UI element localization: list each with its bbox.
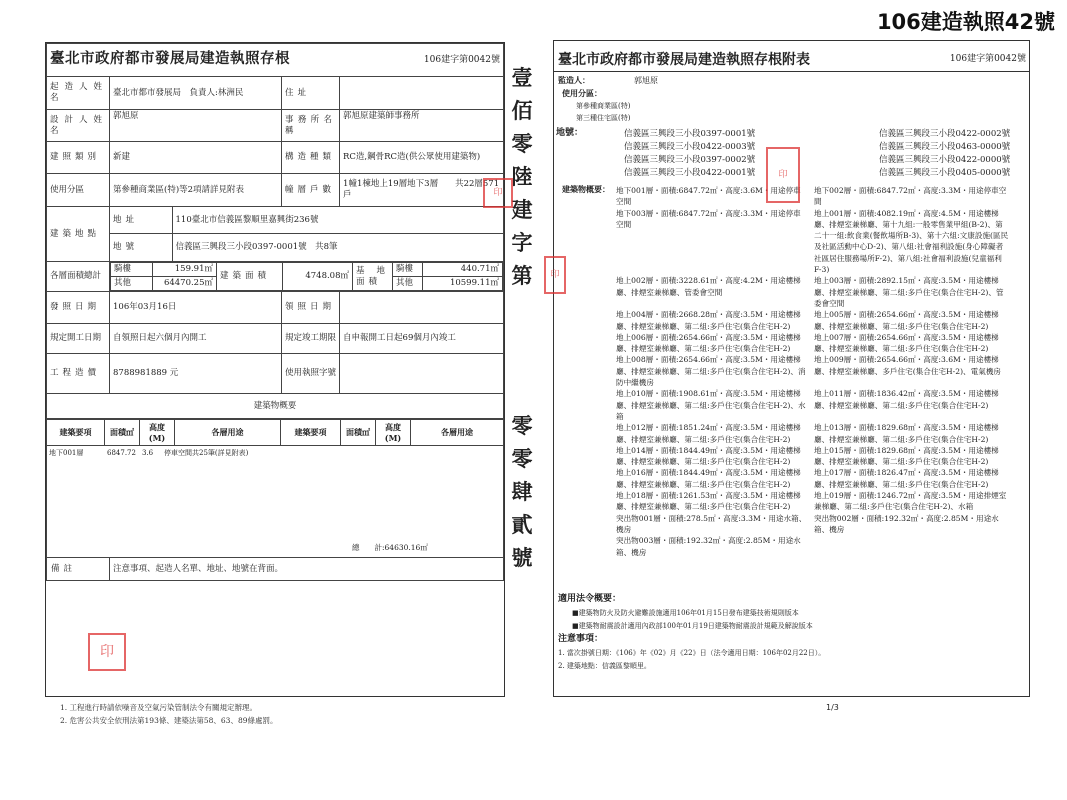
document-title: 106建造執照42號: [876, 10, 1055, 34]
label: 備註: [47, 558, 110, 580]
footnote: 2. 危害公共安全依刑法第193條、建築法第58、63、89條處罰。: [60, 716, 278, 725]
seam-seal: 印: [483, 178, 513, 208]
official-seal: 印: [766, 147, 800, 203]
column-header: 各層用途: [175, 420, 281, 446]
summary-row: [616, 445, 1011, 468]
label: 地號：: [556, 128, 584, 138]
use-permit-value: [340, 354, 504, 394]
site-address-value: 110臺北市信義區黎順里嘉興街236號: [175, 214, 319, 225]
summary-row: [616, 422, 1011, 445]
summary-row: [616, 535, 1011, 558]
floor-entry: 地上001層・面積:4082.19㎡・高度:4.5M・用途樓梯廳、排煙室兼梯廳、第十九組:一般零售業甲組(B-2)、第二十一組:飲食業(餐飲場所B-3)、第十六組:文康設施(區民及社區活動中心D-2)、第八組:社會福利設施(身心障礙者社區居住服務場所F-2)、第八組:社會福利設施(兒童福利F-3): [814, 208, 1009, 275]
note-item: 1. 當次掛號日期：《106》年《02》月《22》日（法令適用日期：106年02月22日）。: [558, 649, 826, 657]
column-header: 面積㎡: [105, 420, 140, 446]
column-header: 各層用途: [411, 420, 504, 446]
page-title: 臺北市政府都市發展局建造執照存根: [50, 50, 290, 67]
column-header: 面積㎡: [341, 420, 376, 446]
remarks-value: 注意事項、起造人名單、地址、地號在背面。: [113, 563, 284, 574]
permit-stub-page: [45, 42, 505, 697]
label: 其他: [393, 277, 423, 291]
floor-entry: 地上006層・面積:2654.66㎡・高度:3.5M・用途樓梯廳、排煙室兼梯廳、第二組:多戶住宅(集合住宅H-2): [616, 332, 801, 354]
seam-seal: 印: [544, 256, 566, 294]
summary-row: [616, 388, 1011, 422]
label: 地號: [110, 234, 172, 261]
floor-entry: 地上004層・面積:2668.28㎡・高度:3.5M・用途樓梯廳、排煙室兼梯廳、第二組:多戶住宅(集合住宅H-2): [616, 310, 801, 331]
floors-value: 1幢1棟地上19層地下3層 共22層571戶: [340, 174, 504, 207]
label: 適用法令概要：: [558, 594, 622, 604]
summary-row: [616, 332, 1011, 355]
total-area: 總 計:64630.16㎡: [352, 543, 428, 552]
site-lot-value: 信義區三興段三小段0397-0001號 共8筆: [175, 242, 338, 252]
floor-entry: 地上002層・面積:3228.61㎡・高度:4.2M・用途樓梯廳、排煙室兼梯廳、管委會空間: [616, 276, 801, 297]
summary-title: 建築物概要: [47, 394, 504, 419]
label: 規定開工日期: [47, 324, 110, 354]
law-item: ■建築物耐震設計適用內政部100年01月19日建築物耐震設計規範及解說版本: [572, 622, 813, 630]
lot-item: 信義區三興段三小段0422-0001號: [624, 168, 756, 178]
label: 建照類別: [47, 142, 110, 174]
column-header: 高度(M): [376, 420, 411, 446]
official-seal: 印: [88, 633, 126, 671]
floor-entry: 地上017層・面積:1826.47㎡・高度:3.5M・用途樓梯廳、排煙室兼梯廳、第二組:多戶住宅(集合住宅H-2): [814, 468, 999, 489]
label: 其他: [111, 277, 153, 291]
floor-entry: 地上013層・面積:1829.68㎡・高度:3.5M・用途樓梯廳、排煙室兼梯廳、第二組:多戶住宅(集合住宅H-2): [814, 423, 999, 444]
label: 各層面積總計: [47, 262, 110, 292]
column-header: 建築要項: [47, 420, 105, 446]
floor-entry: 地上019層・面積:1246.72㎡・高度:3.5M・用途排煙室兼梯廳、第二組:多戶住宅(集合住宅H-2)、水箱: [814, 491, 1007, 512]
summary-row: [616, 490, 1011, 513]
vertical-permit-number: 零零肆貳號: [511, 414, 533, 570]
summary-row: [616, 208, 1011, 276]
label: 基地面積: [353, 263, 393, 291]
building-summary-list: [616, 185, 1011, 558]
lot-item: 信義區三興段三小段0422-0003號: [624, 142, 756, 152]
label: 監造人：: [558, 75, 590, 85]
cost-value: 8788981889 元: [110, 354, 282, 394]
label: 建築物概要：: [562, 184, 610, 194]
summary-row: [616, 467, 1011, 490]
label: 使用分區: [47, 174, 110, 207]
cell: 停車空間共25筆(詳見附表): [164, 449, 249, 457]
label: 使用分區：: [562, 88, 602, 98]
zone-item: 第參種商業區(特): [576, 102, 631, 110]
floor-entry: 地上005層・面積:2654.66㎡・高度:3.5M・用途樓梯廳、排煙室兼梯廳、第二組:多戶住宅(集合住宅H-2): [814, 310, 999, 331]
summary-row: [616, 309, 1011, 332]
cell: 地下001層: [49, 449, 84, 457]
summary-row: [616, 185, 1011, 208]
address-value: [340, 77, 504, 110]
lot-item: 信義區三興段三小段0405-0000號: [879, 168, 1011, 178]
floor-entry: 地上018層・面積:1261.53㎡・高度:3.5M・用途樓梯廳、排煙室兼梯廳、第二組:多戶住宅(集合住宅H-2): [616, 491, 801, 512]
floor-entry: [814, 535, 1009, 558]
permit-number: 106建字第0042號: [340, 44, 504, 77]
floor-entry: 突出物002層・面積:192.32㎡・高度:2.85M・用途水箱、機房: [814, 513, 999, 534]
label: 工程造價: [47, 354, 110, 394]
column-header: 建築要項: [281, 420, 341, 446]
summary-row: [616, 513, 1011, 536]
floor-entry: 地上008層・面積:2654.66㎡・高度:3.5M・用途樓梯廳、排煙室兼梯廳、第二組:多戶住宅(集合住宅H-2)、消防中繼機房: [616, 355, 806, 388]
floor-entry: 地上012層・面積:1851.24㎡・高度:3.5M・用途樓梯廳、排煙室兼梯廳、第二組:多戶住宅(集合住宅H-2): [616, 423, 801, 444]
law-item: ■建築物防火及防火避難設施適用106年01月15日發布建築技術規則版本: [572, 609, 799, 617]
page-number: 1/3: [826, 703, 839, 712]
summary-row: [616, 275, 1011, 309]
receive-date-value: [340, 292, 504, 324]
lot-list: [624, 128, 1067, 179]
label: 騎樓: [393, 263, 423, 277]
permit-type-value: 新建: [110, 142, 282, 174]
start-value: 自領照日起六個月內開工: [110, 324, 282, 354]
lot-item: 信義區三興段三小段0397-0002號: [624, 155, 756, 165]
cell: 6847.72: [107, 449, 136, 457]
structure-value: RC造,鋼骨RC造(供公眾使用建築物): [340, 142, 504, 174]
label: 建築面積: [217, 263, 283, 291]
label: 起造人姓名: [47, 77, 110, 110]
label: 住址: [282, 77, 340, 110]
lot-item: 信義區三興段三小段0422-0002號: [879, 129, 1011, 139]
floor-entry: 地下001層・面積:6847.72㎡・高度:3.6M・用途停車空間: [616, 186, 801, 207]
floor-entry: 地下002層・面積:6847.72㎡・高度:3.3M・用途停車空間: [814, 186, 1007, 207]
finish-value: 自申報開工日起69個月內竣工: [340, 324, 504, 354]
base-other-value: 10599.11㎡: [423, 277, 503, 291]
summary-row: [47, 446, 503, 461]
note-item: 2. 建築地點：信義區黎順里。: [558, 662, 651, 670]
label: 騎樓: [111, 263, 153, 277]
floor-entry: 地上014層・面積:1844.49㎡・高度:3.5M・用途樓梯廳、排煙室兼梯廳、第二組:多戶住宅(集合住宅H-2): [616, 445, 801, 467]
floor-entry: 地上011層・面積:1836.42㎡・高度:3.5M・用途樓梯廳、排煙室兼梯廳、第二組:多戶住宅(集合住宅H-2): [814, 389, 999, 410]
floor-entry: 突出物003層・面積:192.32㎡・高度:2.85M・用途水箱、機房: [616, 536, 801, 557]
permit-main-table: [46, 43, 504, 419]
label: 注意事項：: [558, 634, 604, 644]
page-title: 臺北市政府都市發展局建造執照存根附表: [558, 52, 810, 68]
floor-entry: 地上007層・面積:2654.66㎡・高度:3.5M・用途樓梯廳、排煙室兼梯廳、第二組:多戶住宅(集合住宅H-2): [814, 332, 999, 354]
lot-item: 信義區三興段三小段0422-0000號: [879, 155, 1011, 165]
zone-item: 第三種住宅區(特): [576, 114, 631, 122]
supervisor-value: 郭旭原: [634, 76, 658, 85]
label: 地址: [110, 207, 172, 233]
lot-item: 信義區三興段三小段0463-0000號: [879, 142, 1011, 152]
designer-value: 郭旭原: [110, 110, 282, 142]
arcade-area-value: 159.91㎡: [153, 263, 217, 277]
floor-entry: 地上009層・面積:2654.66㎡・高度:3.6M・用途樓梯廳、排煙室兼梯廳、多戶住宅(集合住宅H-2)、電氣機房: [814, 355, 1002, 376]
divider: [554, 71, 1029, 72]
label: 構造種類: [282, 142, 340, 174]
office-value: 郭旭原建築師事務所: [340, 110, 504, 142]
cell: 3.6: [142, 449, 154, 457]
lot-item: 信義區三興段三小段0397-0001號: [624, 129, 756, 139]
floor-entry: 地上010層・面積:1908.61㎡・高度:3.5M・用途樓梯廳、排煙室兼梯廳、第二組:多戶住宅(集合住宅H-2)、水箱: [616, 389, 806, 421]
floor-entry: 突出物001層・面積:278.5㎡・高度:3.3M・用途水箱、機房: [616, 513, 807, 534]
zoning-value: 第參種商業區(特)等2項請詳見附表: [110, 174, 282, 207]
permit-appendix-page: [553, 40, 1030, 697]
floor-entry: 地上016層・面積:1844.49㎡・高度:3.5M・用途樓梯廳、排煙室兼梯廳、第二組:多戶住宅(集合住宅H-2): [616, 468, 801, 489]
permit-number: 106建字第0042號: [949, 54, 1026, 64]
summary-row: [616, 354, 1011, 388]
label: 發照日期: [47, 292, 110, 324]
floor-entry: 地上015層・面積:1829.68㎡・高度:3.5M・用途樓梯廳、排煙室兼梯廳、第二組:多戶住宅(集合住宅H-2): [814, 445, 999, 467]
vertical-permit-number: 壹佰零陸建字第: [511, 66, 533, 288]
summary-table: [46, 419, 504, 581]
label: 事務所名稱: [282, 110, 340, 142]
floor-entry: 地下003層・面積:6847.72㎡・高度:3.3M・用途停車空間: [616, 208, 801, 229]
label: 設計人姓名: [47, 110, 110, 142]
footnote: 1. 工程進行時請依噪音及空氣污染管制法令有關規定辦理。: [60, 703, 258, 712]
applicant-value: 臺北市都市發展局 負責人:林洲民: [110, 77, 282, 110]
label: 領照日期: [282, 292, 340, 324]
label: 規定竣工期限: [282, 324, 340, 354]
label: 幢層戶數: [282, 174, 340, 207]
label: 使用執照字號: [282, 354, 340, 394]
issue-date-value: 106年03月16日: [110, 292, 282, 324]
label: 建築地點: [47, 207, 110, 262]
column-header: 高度(M): [140, 420, 175, 446]
base-arcade-value: 440.71㎡: [423, 263, 503, 277]
building-area-value: 4748.08㎡: [283, 263, 353, 291]
other-area-value: 64470.25㎡: [153, 277, 217, 291]
floor-entry: 地上003層・面積:2892.15㎡・高度:3.5M・用途樓梯廳、排煙室兼梯廳、第二組:多戶住宅(集合住宅H-2)、管委會空間: [814, 276, 1004, 308]
